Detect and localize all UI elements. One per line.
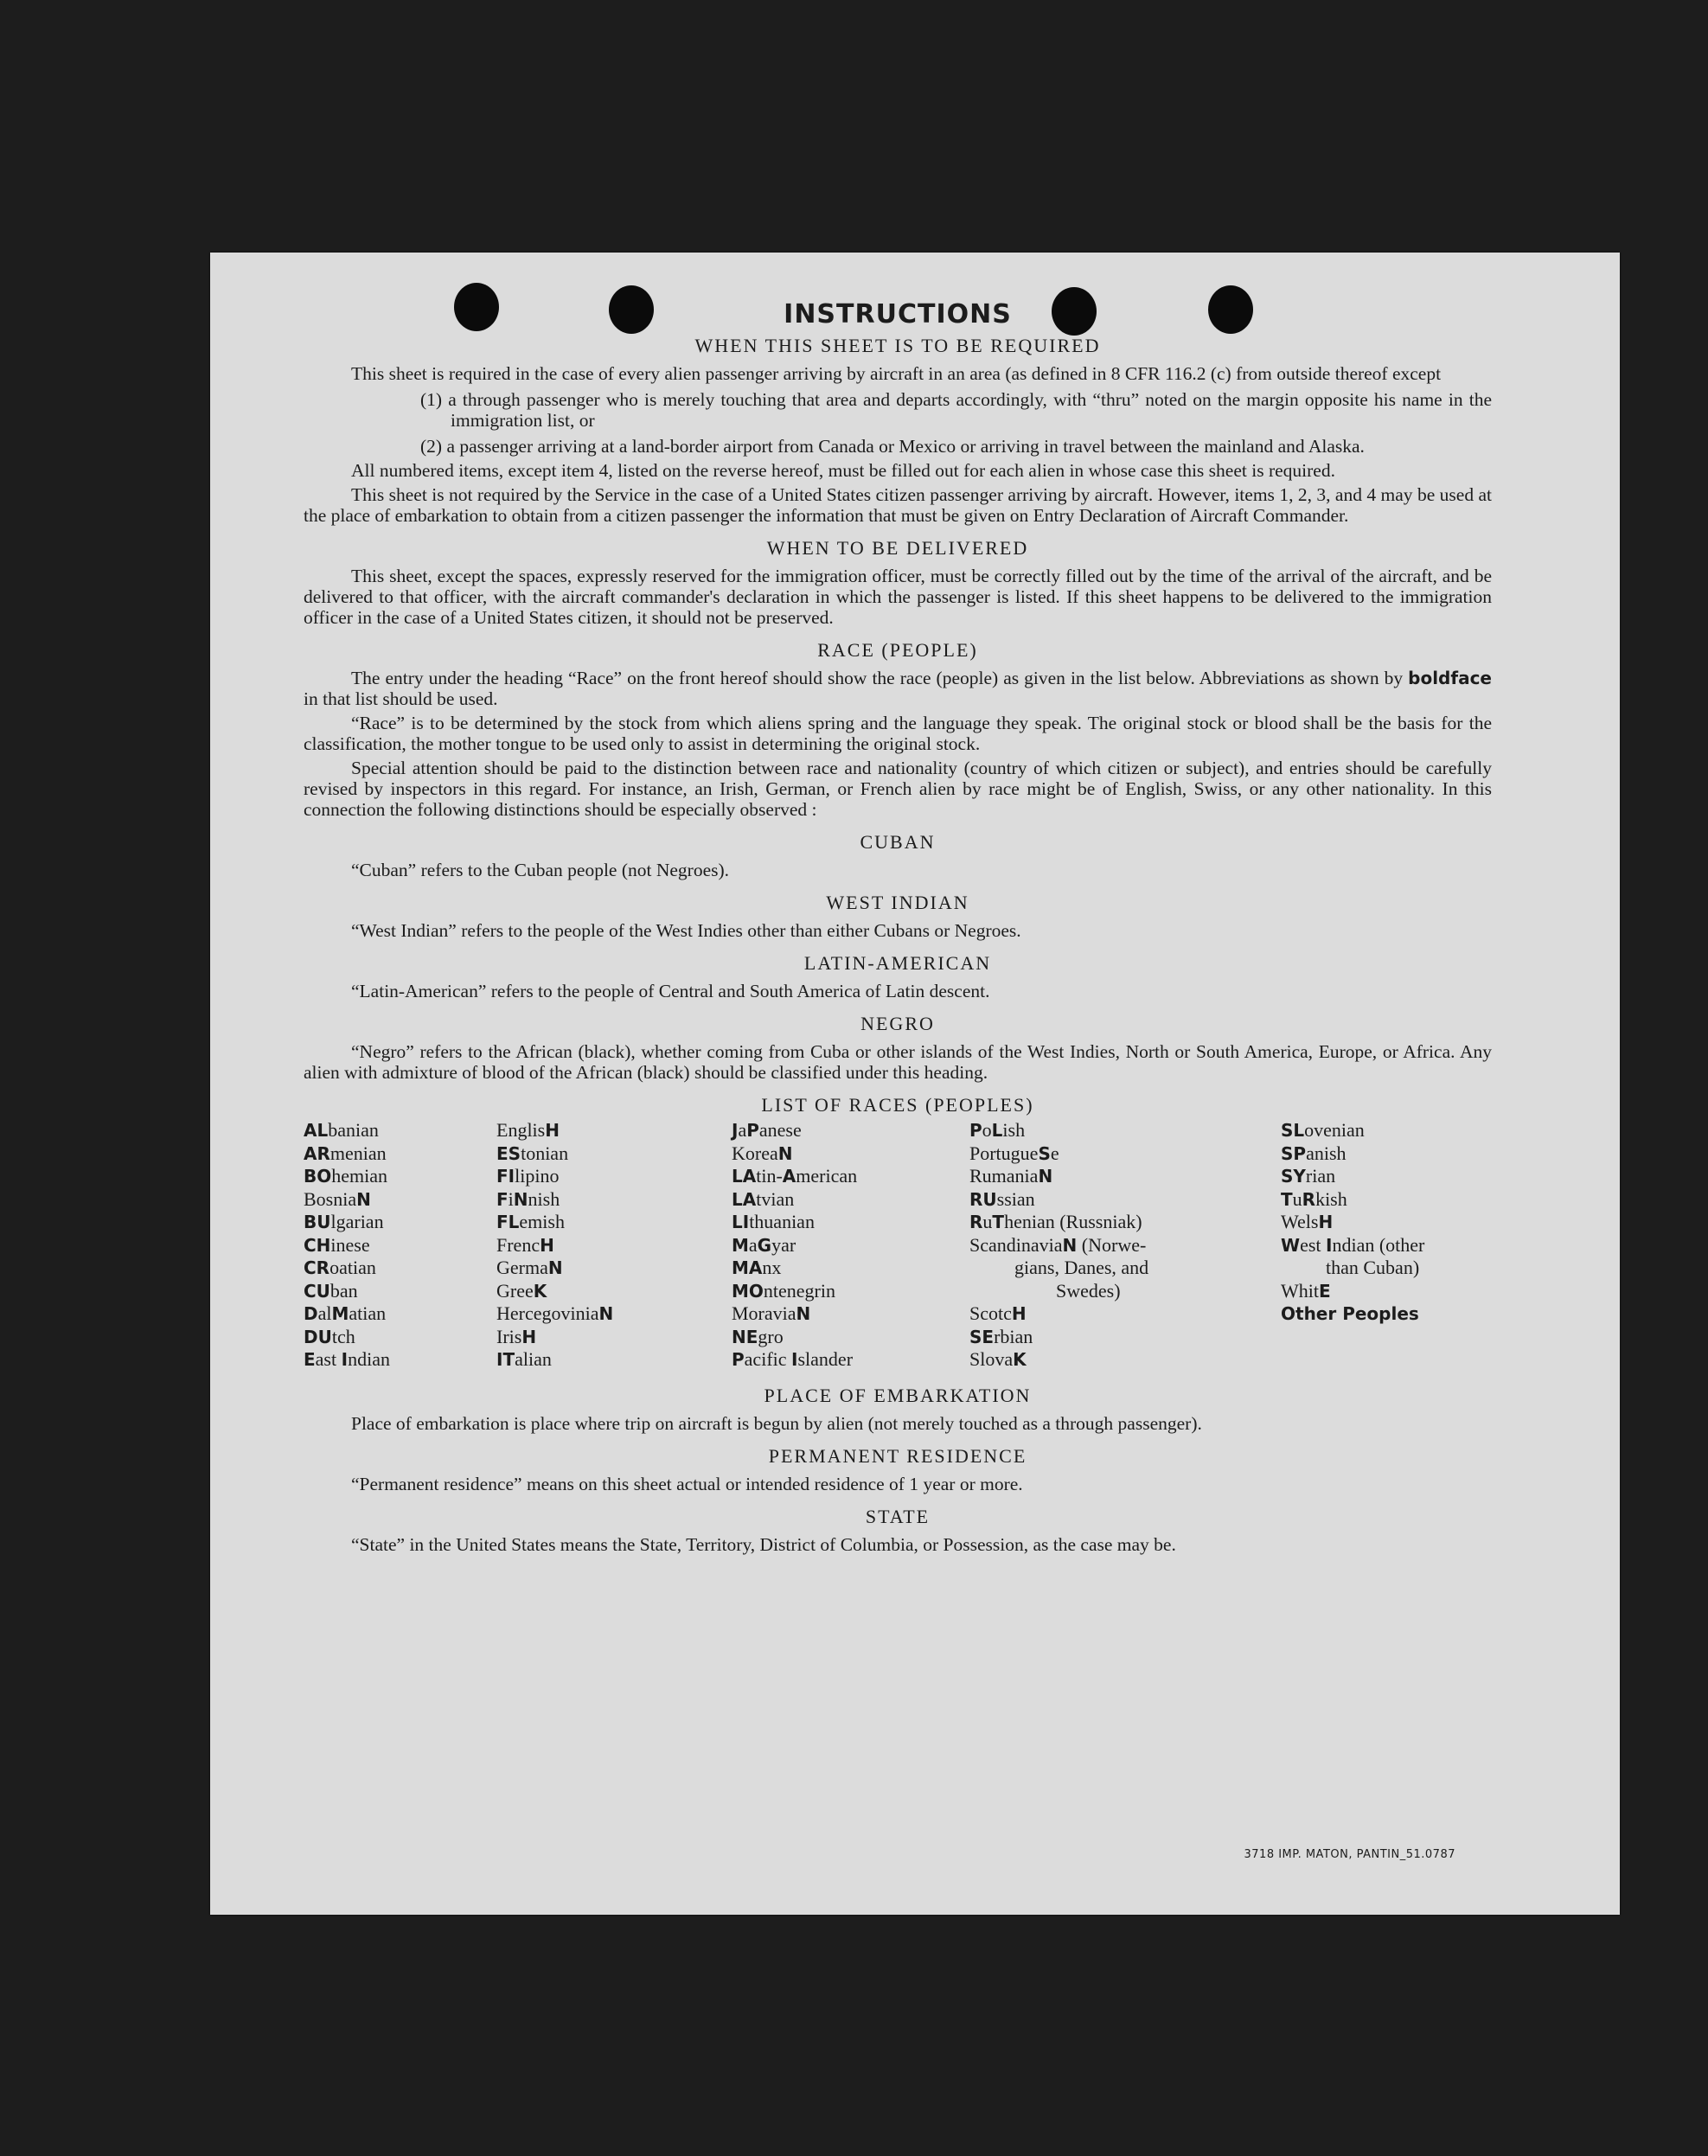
race-text: Frenc [496, 1233, 541, 1256]
list-item: (2) a passenger arriving at a land-border airport from Canada or Mexico or arriving in travel between the mainland and Alaska. [420, 436, 1365, 457]
race-entry [304, 1234, 496, 1257]
race-column [732, 1119, 969, 1372]
race-abbreviation: I [341, 1349, 349, 1370]
race-abbreviation: N [1062, 1234, 1078, 1256]
race-abbreviation: RU [969, 1188, 997, 1210]
race-text: Moravia [732, 1302, 796, 1324]
race-text: gians, Danes, and [1014, 1257, 1149, 1278]
race-column [496, 1119, 732, 1372]
race-text: u [1292, 1187, 1302, 1210]
race-text: Slova [969, 1348, 1014, 1370]
race-entry [1281, 1234, 1492, 1257]
race-entry [304, 1348, 496, 1372]
race-text: than Cuban) [1326, 1257, 1420, 1278]
paragraph: Place of embarkation is place where trip on aircraft is begun by alien (not merely touched as a through passenger). [351, 1412, 1202, 1434]
race-text: Wels [1281, 1211, 1319, 1232]
paragraph: “State” in the United States means the State, Territory, District of Columbia, or Possession, as the case may be. [351, 1533, 1176, 1555]
race-abbreviation: MA [732, 1257, 763, 1278]
race-text: o [982, 1119, 992, 1141]
race-abbreviation: LA [732, 1188, 757, 1210]
text-span: The entry under the heading “Race” on the front hereof should show the race (people) as given in the list below. Abbreviations as shown by [351, 668, 1404, 688]
race-entry [732, 1234, 969, 1257]
race-entry [496, 1302, 732, 1326]
race-entry [969, 1257, 1281, 1280]
paragraph: This sheet is required in the case of every alien passenger arriving by aircraft in an area (as defined in 8 CFR 116.2 (c) from outside thereof except [351, 363, 1442, 384]
race-entry [496, 1211, 732, 1234]
race-entry [304, 1188, 496, 1212]
race-abbreviation: Other Peoples [1281, 1303, 1419, 1324]
race-text: merican [796, 1165, 858, 1187]
race-entry [496, 1348, 732, 1372]
race-entry [732, 1302, 969, 1326]
race-entry [732, 1280, 969, 1303]
race-text: u [982, 1211, 993, 1232]
race-abbreviation: T [1281, 1188, 1293, 1210]
race-text: Germa [496, 1257, 548, 1278]
race-entry [304, 1211, 496, 1234]
race-text: rbian [994, 1325, 1033, 1347]
race-entry [1281, 1257, 1492, 1280]
race-text: nx [762, 1257, 782, 1278]
race-text: ssian [996, 1187, 1035, 1210]
race-abbreviation: J [732, 1120, 739, 1141]
race-text: tch [331, 1325, 355, 1347]
race-entry [969, 1165, 1281, 1188]
race-abbreviation: N [777, 1142, 793, 1164]
race-abbreviation: AR [304, 1142, 330, 1164]
race-abbreviation: SL [1281, 1120, 1305, 1141]
race-abbreviation: SY [1281, 1166, 1306, 1187]
race-entry [969, 1142, 1281, 1166]
race-entry [969, 1280, 1281, 1303]
instruction-sheet [210, 253, 1620, 1915]
section-heading: PLACE OF EMBARKATION [764, 1384, 1032, 1406]
race-column [1281, 1119, 1492, 1372]
race-text: slander [797, 1348, 854, 1370]
race-abbreviation: I [1326, 1234, 1333, 1256]
paragraph: “West Indian” refers to the people of the West Indies other than either Cubans or Negroes. [351, 920, 1021, 941]
text-span: in that list should be used. [304, 688, 498, 709]
race-entry [732, 1211, 969, 1234]
race-text: gro [758, 1325, 784, 1347]
race-entry [969, 1326, 1281, 1349]
race-text: oatian [329, 1257, 376, 1278]
race-entry [969, 1234, 1281, 1257]
race-abbreviation: N [547, 1257, 563, 1278]
race-abbreviation: M [732, 1234, 749, 1256]
race-entry [969, 1348, 1281, 1372]
race-text: emish [519, 1211, 565, 1232]
paragraph [304, 668, 1492, 709]
section-heading: CUBAN [860, 831, 936, 853]
race-column [304, 1119, 496, 1372]
race-abbreviation: R [969, 1212, 983, 1232]
race-text: lipino [515, 1165, 560, 1187]
race-entry [969, 1119, 1281, 1142]
race-text: hemian [331, 1165, 388, 1187]
paragraph: Special attention should be paid to the distinction between race and nationality (country of which citizen or subject), and entries should be carefully revised by inspectors in this regard. For instance, an Irish, German, or French alien by race might be of English, Swiss, or any other nationality. In this connection the following distinctions should be especially observed : [304, 758, 1492, 820]
race-text: alian [515, 1348, 552, 1370]
race-text: tin- [756, 1165, 783, 1187]
race-abbreviation: N [356, 1188, 371, 1210]
race-abbreviation: G [757, 1234, 772, 1256]
race-abbreviation: E [1319, 1280, 1331, 1302]
race-entry [969, 1188, 1281, 1212]
race-abbreviation: IT [496, 1349, 515, 1370]
race-abbreviation: P [746, 1120, 759, 1141]
race-abbreviation: H [521, 1326, 537, 1347]
race-entry [304, 1280, 496, 1303]
race-entry [304, 1142, 496, 1166]
race-abbreviation: P [732, 1349, 745, 1370]
race-abbreviation: P [969, 1120, 982, 1141]
race-text: ovenian [1304, 1119, 1365, 1141]
paragraph: “Race” is to be determined by the stock from which aliens spring and the language they speak. The original stock or blood shall be the basis for the classification, the mother tongue to be used only to assist in determining the original stock. [304, 713, 1492, 754]
race-list [304, 1119, 1492, 1372]
sheet-content [304, 299, 1492, 1558]
bold-term: boldface [1408, 668, 1492, 688]
race-abbreviation: BU [304, 1212, 331, 1232]
printer-mark: 3718 IMP. MATON, PANTIN_51.0787 [1244, 1848, 1455, 1861]
race-entry [1281, 1119, 1492, 1142]
race-text: ish [1002, 1119, 1026, 1141]
race-text: kish [1315, 1187, 1347, 1210]
section-heading: LATIN-AMERICAN [803, 952, 992, 974]
section-heading: RACE (PEOPLE) [817, 639, 978, 661]
race-abbreviation: CR [304, 1257, 330, 1278]
section-heading: NEGRO [860, 1013, 935, 1034]
race-abbreviation: K [533, 1280, 547, 1302]
race-text: Bosnia [304, 1187, 357, 1210]
race-text: tonian [521, 1142, 569, 1164]
race-abbreviation: SE [969, 1326, 995, 1347]
race-text: anese [758, 1119, 802, 1141]
race-entry [732, 1165, 969, 1188]
race-text: rian [1305, 1165, 1336, 1187]
race-abbreviation: H [545, 1120, 560, 1141]
race-text: Gree [496, 1279, 534, 1302]
race-text: atian [349, 1302, 387, 1324]
race-abbreviation: K [1013, 1349, 1027, 1370]
race-text: Scandinavia [969, 1233, 1063, 1256]
race-entry [496, 1257, 732, 1280]
paragraph: “Negro” refers to the African (black), whether coming from Cuba or other islands of the West Indies, North or South America, Europe, or Africa. Any alien with admixture of blood of the African (black) should be classified under this heading. [304, 1041, 1492, 1083]
race-abbreviation: FI [496, 1166, 515, 1187]
race-text: ndian [348, 1348, 390, 1370]
race-text: al [317, 1302, 332, 1324]
race-abbreviation: I [791, 1349, 798, 1370]
paragraph: “Cuban” refers to the Cuban people (not Negroes). [351, 860, 730, 880]
race-abbreviation: F [496, 1188, 509, 1210]
race-entry [732, 1119, 969, 1142]
section-heading: STATE [865, 1505, 931, 1527]
race-text: i [508, 1187, 514, 1210]
race-text: ast [315, 1348, 342, 1370]
race-text: lgarian [330, 1211, 384, 1232]
race-text: yar [771, 1233, 796, 1256]
race-text: anish [1306, 1142, 1347, 1164]
race-abbreviation: T [992, 1212, 1005, 1232]
race-text: Swedes) [1056, 1279, 1121, 1302]
race-text: Iris [496, 1325, 522, 1347]
race-entry [732, 1326, 969, 1349]
race-abbreviation: LI [732, 1212, 750, 1232]
race-entry [304, 1326, 496, 1349]
section-heading: WEST INDIAN [826, 892, 969, 913]
race-entry [732, 1257, 969, 1280]
race-entry [304, 1302, 496, 1326]
race-abbreviation: FL [496, 1212, 520, 1232]
race-abbreviation: L [991, 1120, 1003, 1141]
race-entry [1281, 1302, 1492, 1326]
race-text: henian (Russniak) [1004, 1211, 1142, 1232]
race-text: Hercegovinia [496, 1302, 599, 1324]
race-abbreviation: D [304, 1303, 318, 1324]
section-heading: WHEN THIS SHEET IS TO BE REQUIRED [694, 335, 1101, 356]
race-text: Portugue [969, 1142, 1039, 1164]
race-entry [496, 1142, 732, 1166]
race-abbreviation: ES [496, 1142, 521, 1164]
race-abbreviation: BO [304, 1166, 332, 1187]
race-text: Rumania [969, 1165, 1039, 1187]
race-entry [969, 1302, 1281, 1326]
section-heading: PERMANENT RESIDENCE [768, 1444, 1027, 1467]
race-entry [496, 1165, 732, 1188]
race-text: a [748, 1233, 758, 1256]
race-text: Englis [496, 1119, 546, 1141]
race-entry [304, 1119, 496, 1142]
race-text: menian [329, 1142, 387, 1164]
paragraph: This sheet, except the spaces, expressly reserved for the immigration officer, must be correctly filled out by the time of the arrival of the aircraft, and be delivered to that officer, with the aircraft commander's declaration in which the passenger is listed. If this sheet happens to be delivered to the immigration officer in the case of a United States citizen, it should not be preserved. [304, 566, 1492, 628]
race-entry [304, 1165, 496, 1188]
race-abbreviation: W [1281, 1234, 1301, 1256]
race-abbreviation: H [1011, 1303, 1027, 1324]
race-entry [1281, 1142, 1492, 1166]
race-abbreviation: M [331, 1303, 349, 1324]
race-abbreviation: H [1318, 1212, 1334, 1232]
paragraph: All numbered items, except item 4, listed on the reverse hereof, must be filled out for each alien in whose case this sheet is required. [351, 460, 1335, 481]
race-entry [732, 1188, 969, 1212]
section-heading: LIST OF RACES (PEOPLES) [761, 1094, 1034, 1116]
race-text: inese [330, 1233, 370, 1256]
race-entry [304, 1257, 496, 1280]
race-entry [496, 1119, 732, 1142]
race-abbreviation: DU [304, 1326, 332, 1347]
race-abbreviation: NE [732, 1326, 758, 1347]
race-entry [1281, 1188, 1492, 1212]
race-entry [1281, 1280, 1492, 1303]
race-abbreviation: AL [304, 1120, 329, 1141]
paragraph: “Permanent residence” means on this sheet actual or intended residence of 1 year or more. [351, 1473, 1023, 1494]
race-text: ban [329, 1279, 358, 1302]
race-text: ndian (other [1332, 1233, 1425, 1256]
race-text: banian [328, 1119, 379, 1141]
race-column [969, 1119, 1281, 1372]
race-text: est [1300, 1233, 1327, 1256]
race-abbreviation: CU [304, 1280, 330, 1302]
page-title: INSTRUCTIONS [784, 299, 1012, 329]
race-abbreviation: S [1038, 1142, 1051, 1164]
paragraph: This sheet is not required by the Service in the case of a United States citizen passenger arriving by aircraft. However, items 1, 2, 3, and 4 may be used at the place of embarkation to obtain from a citizen passenger the information that must be given on Entry Declaration of Aircraft Commander. [304, 484, 1492, 526]
race-abbreviation: N [1038, 1166, 1053, 1187]
race-entry [1281, 1211, 1492, 1234]
race-text: a [738, 1119, 747, 1141]
race-text: nish [528, 1187, 560, 1210]
race-text: Korea [732, 1142, 778, 1164]
race-text: e [1050, 1142, 1059, 1164]
race-abbreviation: N [513, 1188, 528, 1210]
race-entry [496, 1188, 732, 1212]
race-abbreviation: H [540, 1234, 554, 1256]
race-entry [496, 1234, 732, 1257]
race-text: acific [744, 1348, 792, 1370]
section-heading: WHEN TO BE DELIVERED [766, 537, 1029, 559]
race-abbreviation: N [598, 1303, 614, 1324]
race-abbreviation: MO [732, 1280, 764, 1302]
race-abbreviation: R [1302, 1188, 1316, 1210]
race-entry [732, 1142, 969, 1166]
race-text: ntenegrin [763, 1279, 835, 1302]
list-item: (1) a through passenger who is merely touching that area and departs accordingly, with “thru” noted on the margin opposite his name in the immigration list, or [420, 389, 1492, 431]
race-entry [496, 1326, 732, 1349]
race-abbreviation: N [796, 1303, 811, 1324]
race-abbreviation: E [304, 1349, 316, 1370]
race-abbreviation: LA [732, 1166, 757, 1187]
race-entry [496, 1280, 732, 1303]
race-text: tvian [756, 1187, 795, 1210]
paragraph: “Latin-American” refers to the people of Central and South America of Latin descent. [351, 981, 990, 1001]
race-text: Scotc [969, 1302, 1012, 1324]
race-text: Whit [1281, 1279, 1319, 1302]
race-abbreviation: CH [304, 1234, 331, 1256]
race-abbreviation: A [782, 1166, 796, 1187]
race-entry [1281, 1165, 1492, 1188]
race-entry [732, 1348, 969, 1372]
race-entry [969, 1211, 1281, 1234]
race-text: (Norwe- [1077, 1233, 1147, 1256]
race-abbreviation: SP [1281, 1142, 1307, 1164]
race-text: thuanian [749, 1211, 815, 1232]
